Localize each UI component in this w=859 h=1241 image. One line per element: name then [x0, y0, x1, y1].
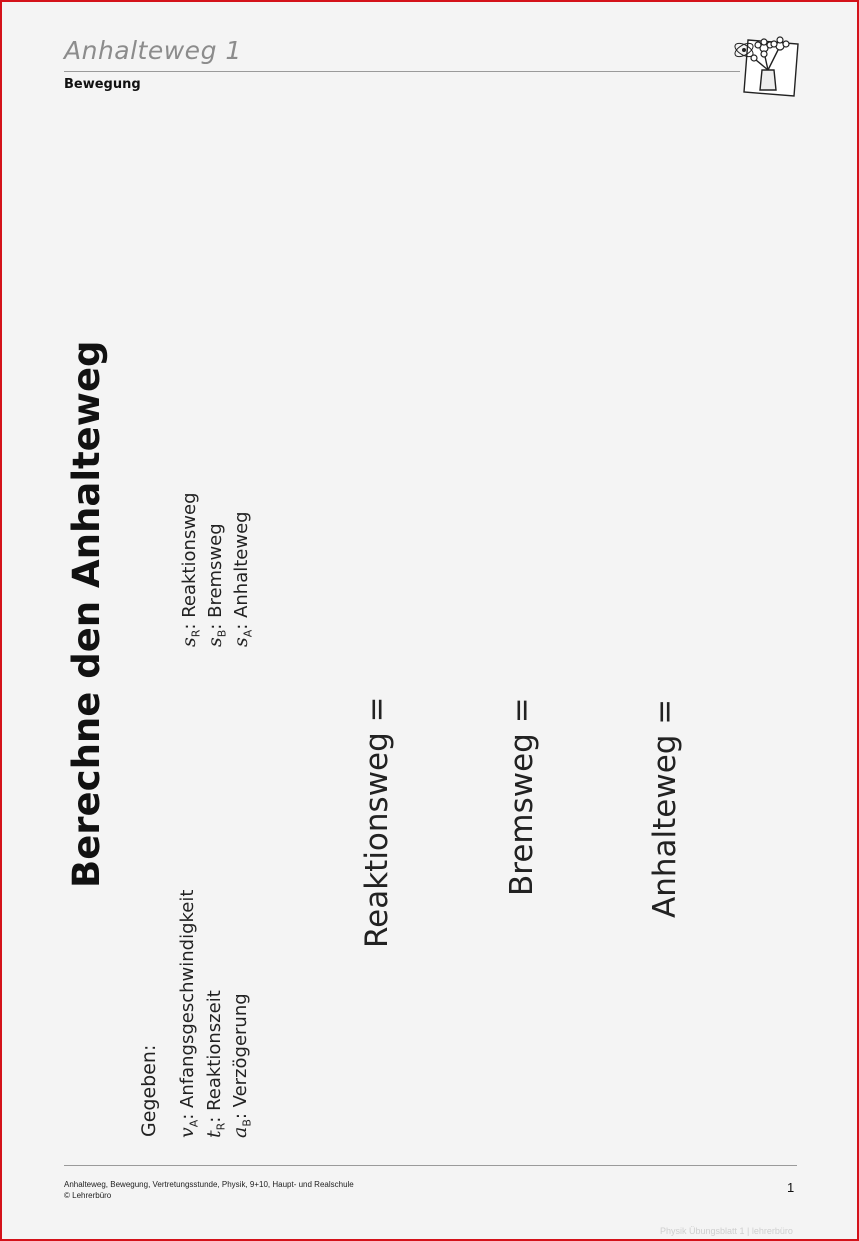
symbol: t: [203, 1130, 225, 1138]
answer-stopping-distance: Anhalteweg =: [647, 698, 683, 918]
result-item-reaction-distance: [180, 492, 202, 647]
watermark: Physik Übungsblatt 1 | lehrerbüro: [660, 1226, 793, 1236]
symbol: s: [204, 637, 226, 647]
footer-line-2: © Lehrerbüro: [64, 1191, 112, 1200]
symbol: a: [229, 1126, 251, 1138]
given-item-velocity: [178, 890, 200, 1138]
footer-divider: [64, 1165, 797, 1166]
description: : Reaktionsweg: [179, 492, 200, 630]
description: : Reaktionszeit: [204, 990, 225, 1123]
answer-braking-distance: Bremsweg =: [504, 697, 540, 896]
description: : Anfangsgeschwindigkeit: [177, 889, 198, 1120]
sheet-subtitle: Bewegung: [64, 77, 141, 92]
result-item-stopping-distance: [232, 511, 254, 647]
worksheet-heading: Berechne den Anhalteweg: [65, 340, 108, 888]
subscript: A: [241, 629, 255, 638]
symbol: s: [178, 637, 200, 647]
header-divider: [64, 71, 740, 72]
result-item-braking-distance: [206, 523, 228, 647]
description: : Verzögerung: [230, 993, 251, 1120]
given-label: Gegeben:: [138, 1044, 160, 1137]
description: : Bremsweg: [205, 523, 226, 630]
footer-line-1: Anhalteweg, Bewegung, Vertretungsstunde, Physik, 9+10, Haupt- und Realschule: [64, 1180, 354, 1189]
sheet-title: Anhalteweg 1: [64, 36, 242, 65]
page-number: 1: [787, 1180, 795, 1195]
given-item-reaction-time: [205, 990, 227, 1138]
subscript: B: [215, 629, 229, 638]
symbol: v: [176, 1127, 198, 1138]
subscript: R: [189, 629, 203, 638]
subscript: A: [187, 1119, 201, 1128]
answer-reaction-distance: Reaktionsweg =: [359, 696, 395, 948]
description: : Anhalteweg: [231, 511, 252, 630]
flower-vase-logo-icon: [730, 30, 802, 102]
subscript: B: [240, 1119, 254, 1127]
footer-credits: [64, 1179, 354, 1201]
symbol: s: [230, 637, 252, 647]
subscript: R: [214, 1122, 228, 1131]
given-item-deceleration: [231, 993, 253, 1138]
